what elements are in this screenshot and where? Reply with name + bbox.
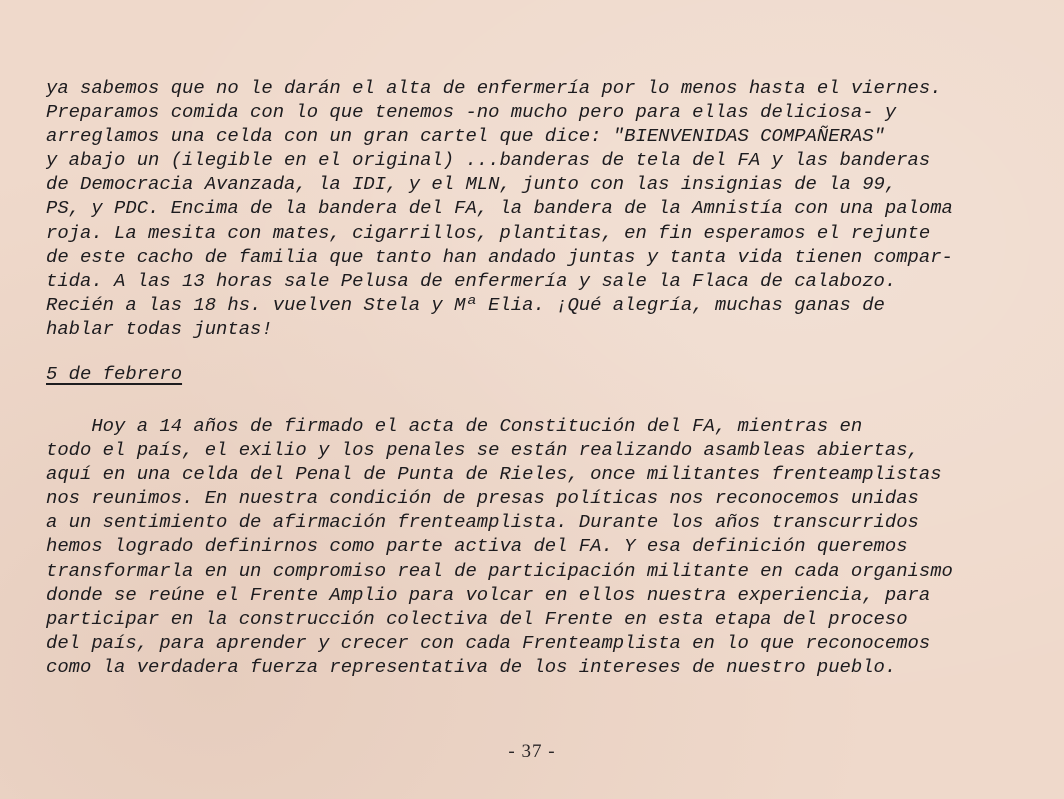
text-line: hablar todas juntas! [46, 317, 273, 340]
text-line: Hoy a 14 años de firmado el acta de Constitución del FA, mientras en [46, 415, 863, 437]
paragraph-1 [46, 76, 1012, 341]
text-line: roja. La mesita con mates, cigarrillos, plantitas, en fin esperamos el rejunte [46, 221, 931, 244]
text-line: ya sabemos que no le darán el alta de enfermería por lo menos hasta el viernes. [46, 77, 942, 99]
text-line: aquí en una celda del Penal de Punta de Rieles, once militantes frenteamplistas [46, 463, 942, 486]
text-line: hemos logrado definirnos como parte activa del FA. Y esa definición queremos [46, 535, 908, 558]
section-heading-date: 5 de febrero [46, 363, 183, 385]
text-line: de Democracia Avanzada, la IDI, y el MLN, junto con las insignias de la 99, [46, 173, 897, 196]
text-line: del país, para aprender y crecer con cada Frenteamplista en lo que reconocemos [46, 631, 931, 654]
text-line: participar en la construcción colectiva del Frente en esta etapa del proceso [46, 607, 908, 630]
text-line: a un sentimiento de afirmación frenteamplista. Durante los años transcurridos [46, 511, 919, 534]
text-line: y abajo un (ilegible en el original) ...banderas de tela del FA y las banderas [46, 149, 931, 172]
text-line: nos reunimos. En nuestra condición de presas políticas nos reconocemos unidas [46, 487, 919, 510]
text-line: todo el país, el exilio y los penales se están realizando asambleas abiertas, [46, 439, 919, 462]
text-line: PS, y PDC. Encima de la bandera del FA, la bandera de la Amnistía con una paloma [46, 197, 953, 220]
text-line: donde se reúne el Frente Amplio para volcar en ellos nuestra experiencia, para [46, 583, 931, 606]
text-line: tida. A las 13 horas sale Pelusa de enfermería y sale la Flaca de calabozo. [46, 269, 897, 292]
text-line: Preparamos comida con lo que tenemos -no mucho pero para ellas deliciosa- y [46, 101, 897, 124]
text-line: de este cacho de familia que tanto han andado juntas y tanta vida tienen compar- [46, 245, 953, 268]
paragraph-2 [46, 414, 1012, 679]
text-line: Recién a las 18 hs. vuelven Stela y Mª Elia. ¡Qué alegría, muchas ganas de [46, 293, 885, 316]
text-line: arreglamos una celda con un gran cartel que dice: "BIENVENIDAS COMPAÑERAS" [46, 125, 885, 148]
text-line: como la verdadera fuerza representativa de los intereses de nuestro pueblo. [46, 655, 897, 678]
page-number: - 37 - [508, 741, 556, 762]
text-line: transformarla en un compromiso real de participación militante en cada organismo [46, 559, 953, 582]
